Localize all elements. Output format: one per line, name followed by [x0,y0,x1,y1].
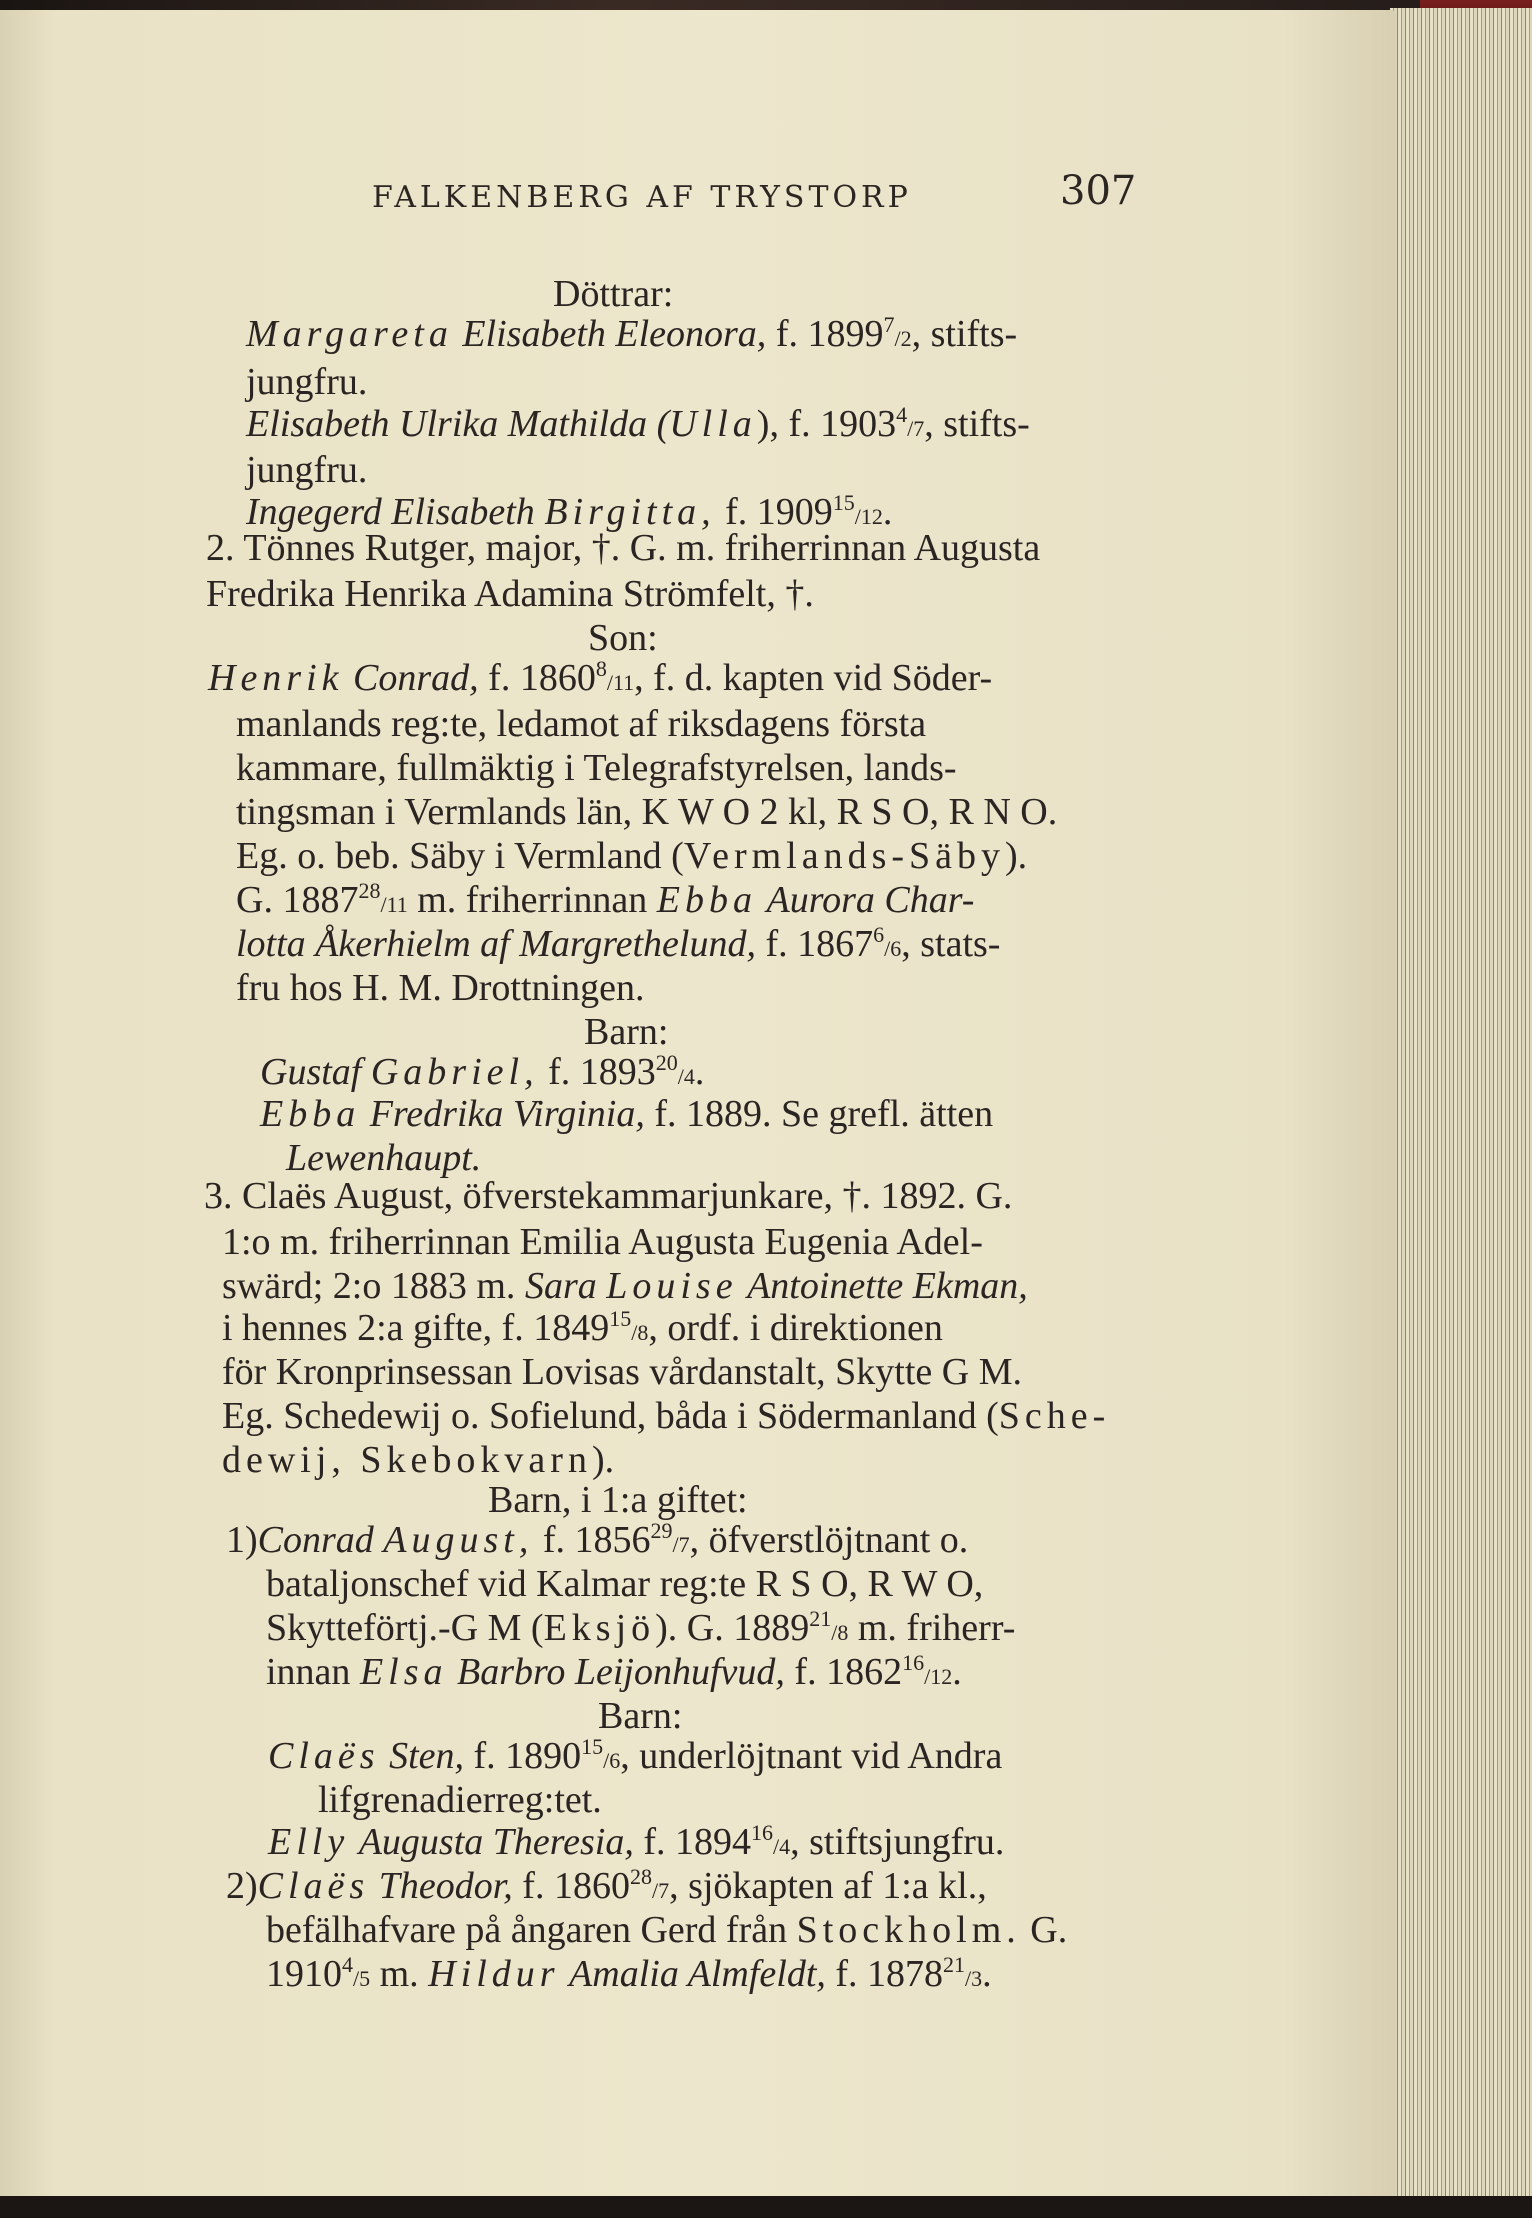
text-line: dewij, Skebokvarn). [222,1439,615,1481]
text-line: Elisabeth Ulrika Mathilda (Ulla), f. 1903$^4$/7, stifts- [246,402,1030,445]
running-title: FALKENBERG AF TRYSTORP [372,180,912,215]
text-line: Skytteförtj.-G M (Eksjö). G. 1889$^{21}$/8 m. friherr- [266,1606,1016,1649]
text-line: 1:o m. friherrinnan Emilia Augusta Eugenia Adel- [222,1221,983,1263]
text-line: swärd; 2:o 1883 m. Sara Louise Antoinette Ekman, [222,1265,1028,1307]
text-line: Claës Sten, f. 1890$^{15}$/6, underlöjtnant vid Andra [268,1734,1003,1777]
text-line: G. 1887$^{28}$/11 m. friherrinnan Ebba Aurora Char- [236,878,975,921]
text-line: lotta Åkerhielm af Margrethelund, f. 1867$^6$/6, stats- [236,922,1001,965]
text-line: tingsman i Vermlands län, K W O 2 kl, R S O, R N O. [236,791,1058,833]
text-line: Elly Augusta Theresia, f. 1894$^{16}$/4, stiftsjungfru. [268,1820,1005,1863]
text-line: Fredrika Henrika Adamina Strömfelt, †. [206,573,814,615]
text-line: Margareta Elisabeth Eleonora, f. 1899$^7$/2, stifts- [246,312,1018,355]
text-line: lifgrenadierreg:tet. [318,1779,602,1821]
text-line: Ingegerd Elisabeth Birgitta, f. 1909$^{15}$/12. [246,490,893,533]
heading-dottrar: Döttrar: [553,273,674,315]
text-line: Gustaf Gabriel, f. 1893$^{20}$/4. [260,1050,705,1093]
heading-barn-1a-giftet: Barn, i 1:a giftet: [488,1479,748,1521]
text-line: kammare, fullmäktig i Telegrafstyrelsen, lands- [236,747,957,789]
text-line: Henrik Conrad, f. 1860$^8$/11, f. d. kapten vid Söder- [208,656,993,699]
text-line: för Kronprinsessan Lovisas vårdanstalt, Skytte G M. [222,1351,1022,1393]
text-line: fru hos H. M. Drottningen. [236,967,645,1009]
text-line: innan Elsa Barbro Leijonhufvud, f. 1862$^{16}$/12. [266,1650,962,1693]
text-line: Eg. o. beb. Säby i Vermland (Vermlands-Säby). [236,835,1028,877]
heading-son: Son: [588,617,658,659]
text-line: Eg. Schedewij o. Sofielund, båda i Södermanland (Sche- [222,1395,1111,1437]
text-line: 2)Claës Theodor, f. 1860$^{28}$/7, sjökapten af 1:a kl., [226,1864,987,1907]
text-line: 2. Tönnes Rutger, major, †. G. m. friherrinnan Augusta [206,527,1041,569]
text-line: 3. Claës August, öfverstekammarjunkare, †. 1892. G. [204,1175,1013,1217]
text-line: befälhafvare på ångaren Gerd från Stockholm. G. [266,1909,1068,1951]
book-binding-bottom [0,2196,1532,2218]
heading-barn: Barn: [584,1011,669,1053]
text-line: bataljonschef vid Kalmar reg:te R S O, R W O, [266,1563,984,1605]
text-line: 1910$^4$/5 m. Hildur Amalia Almfeldt, f. 1878$^{21}$/3. [266,1952,992,1995]
page-edges [1390,8,1532,2213]
text-line: jungfru. [246,449,368,491]
page-number: 307 [1060,168,1137,214]
text-line: i hennes 2:a gifte, f. 1849$^{15}$/8, ordf. i direktionen [222,1306,943,1349]
text-line: manlands reg:te, ledamot af riksdagens första [236,703,927,745]
text-line: Lewenhaupt. [286,1137,482,1179]
heading-barn: Barn: [598,1695,683,1737]
text-line: jungfru. [246,361,368,403]
text-line: Ebba Fredrika Virginia, f. 1889. Se grefl. ätten [260,1093,994,1135]
text-line: 1)Conrad August, f. 1856$^{29}$/7, öfverstlöjtnant o. [226,1518,969,1561]
